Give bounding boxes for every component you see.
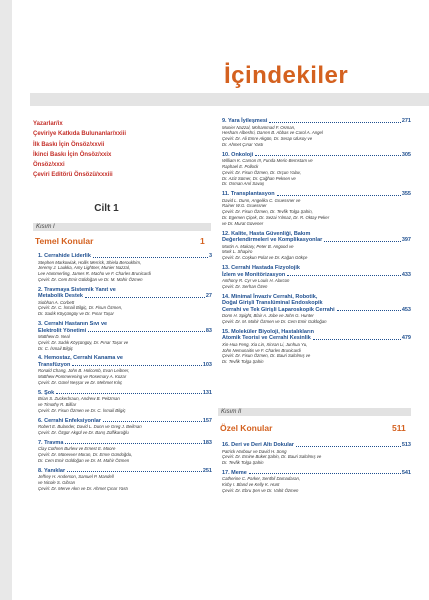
chapter-authors-line: Stephen Markowiak, Hollis Merrick, Shiela Beroukhim,: [38, 259, 142, 265]
chapter-title-line: 6. Cerrahi Enfeksiyonlar: [38, 417, 101, 424]
toc-entry: [222, 118, 411, 148]
chapter-title-line: 5. Şok: [38, 389, 55, 396]
chapter-title-line: 15. Moleküler Biyoloji, Hastalıkların: [222, 328, 315, 335]
chapter-authors-line: Dr. Sadık Köyçüngüy ve Dr. Pınar Taşar: [38, 311, 114, 317]
chapter-authors-line: Donn H. Spight, Blair A. Jobe ve John G. Hunter: [222, 313, 314, 319]
toc-entry: [222, 152, 411, 187]
chapter-authors-line: Anthony R. Cyr ve Louis H. Alarcon: [222, 278, 290, 284]
chapter-authors-line: Çeviri: Dr. C. İsmail Bilgiç, Dr. Fisun Özmen,: [38, 305, 123, 311]
chapter-authors-line: Patrick Harbour ve David H. Song: [222, 448, 287, 454]
title-underline-band: [30, 93, 429, 106]
chapter-authors-line: Çeviri: Dr. Cem Emir Güldoğan ve Dr. M. Mahir Özmen: [38, 276, 143, 282]
chapter-page-number: 305: [401, 151, 411, 158]
dot-leader: [255, 155, 401, 156]
chapter-title-line: Doğal Girişli Translüminal Endoskopik: [222, 300, 323, 307]
chapter-title-line: 8. Yanıklar: [38, 467, 66, 474]
chapter-authors-line: Çeviri: Dr. Merve Akın ve Dr. Ahmet Çınar Yastı: [38, 485, 128, 491]
chapter-title-line: 16. Deri ve Deri Altı Dokular: [222, 442, 294, 448]
front-matter-list: [33, 119, 126, 181]
dot-leader: [269, 122, 400, 123]
dot-leader: [67, 471, 202, 472]
chapter-title-line: 7. Travma: [38, 439, 64, 446]
dot-leader: [65, 443, 201, 444]
chapter-authors-line: Catherine C. Parker, Senthil Damadaran,: [222, 476, 301, 482]
chapter-authors-line: ve Dr. Murat Güvener: [222, 220, 264, 226]
chapter-page-number: 157: [202, 417, 212, 424]
chapter-authors-line: Çeviri: Dr. Fisun Özmen, Dr. Orçun Yalav,: [222, 169, 301, 175]
front-matter-item[interactable]: Önsöz/xxxi: [33, 162, 65, 169]
chapter-authors-line: Çeviri: Dr. Ebru Şen ve Dr. Vahit Özmen: [222, 487, 299, 493]
chapter-title-line: 13. Cerrahi Hastada Fizyolojik: [222, 265, 300, 272]
dot-leader: [287, 275, 401, 276]
chapter-authors-line: Brian S. Zuckerbraun, Andrew B. Peitzman: [38, 396, 120, 402]
chapter-title-line: İzlem ve Monitörizasyon: [222, 271, 286, 278]
chapter-heading-link[interactable]: [222, 294, 411, 314]
chapter-page-number: 27: [205, 293, 212, 300]
chapter-authors-line: Martin A. Makary, Peter B. Angood ve: [222, 243, 294, 249]
page-title: İçindekiler: [224, 62, 349, 89]
dot-leader: [249, 473, 401, 474]
chapter-title-line: 17. Meme: [222, 469, 247, 476]
chapter-page-number: 541: [401, 469, 411, 476]
chapter-page-number: 453: [401, 306, 411, 313]
volume-heading: Cilt 1: [94, 203, 119, 214]
chapter-title-line: 12. Kalite, Hasta Güvenliği, Bakım: [222, 230, 311, 237]
chapter-title-line: 4. Hemostaz, Cerrahi Kanama ve: [38, 355, 123, 362]
chapter-page-number: 479: [401, 335, 411, 342]
chapter-authors-line: Mark L. Shapiro: [222, 249, 253, 255]
chapter-authors-line: Lee Hammerling, James R. Macho ve F. Charles Brunicardi: [38, 271, 151, 277]
chapter-page-number: 83: [205, 327, 212, 334]
chapter-authors-line: ve Timothy R. Billiar: [38, 402, 77, 408]
chapter-authors-line: Dr. Aziz Sümer, Dr. Çağhan Peksen ve: [222, 175, 296, 181]
chapter-authors-line: Raphael E. Pollock: [222, 163, 259, 169]
chapter-authors-line: ve Nicole S. Gibran: [38, 480, 76, 486]
chapter-title-line: 10. Onkoloji: [222, 151, 254, 158]
chapter-authors-line: Matthew Pommerening ve Rosemary A. Kozar: [38, 374, 127, 380]
part2-band: [218, 408, 411, 416]
chapter-authors-line: Dr. Egemen Çiçek, Dr. Sezai Yılmaz, Dr. R. Oktay Peker: [222, 215, 330, 221]
front-matter-item[interactable]: Çeviri Editörü Önsözü/xxxiii: [33, 172, 113, 179]
chapter-title-line: Metabolik Destek: [38, 293, 83, 300]
chapter-authors-line: John Nemunaitis ve F. Charles Brunicardi: [222, 347, 301, 353]
part1-band: [33, 223, 211, 231]
chapter-authors-line: Dr. Osman Anıl Savaş: [222, 181, 265, 187]
chapter-authors-line: Çeviri: Dr. Serhan Özen: [222, 283, 268, 289]
chapter-authors-line: Kirby I. Bland ve Kelly K. Hunt: [222, 482, 280, 488]
dot-leader: [337, 310, 401, 311]
chapter-authors-line: Çeviri: Dr. Fisun Özmen, Dr. Bauri Saltılmış ve: [222, 353, 311, 359]
chapter-authors-line: Çeviri: Dr. Fisun Özmen, Dr. Tevfik Tolga Şahin,: [222, 209, 313, 215]
toc-entry: [38, 253, 212, 283]
part1-label: Kısım I: [36, 224, 55, 230]
chapter-authors-line: Çeviri: Dr. Coşkun Polat ve Dr. Kağan Gökçe: [222, 255, 308, 261]
chapter-title-line: Cerrahi ve Tek Girişli Laparoskopik Cerrahi: [222, 306, 335, 313]
dot-leader: [85, 297, 205, 298]
dot-leader: [88, 331, 205, 332]
toc-entry: [222, 470, 411, 494]
part2-page: 511: [392, 423, 406, 433]
chapter-page-number: 3: [208, 253, 212, 259]
dot-leader: [72, 365, 201, 366]
chapter-title-line: Değerlendirmeleri ve Komplikasyonlar: [222, 237, 323, 244]
part1-page: 1: [200, 236, 205, 246]
part1-title: Temel Konular: [35, 236, 94, 246]
dot-leader: [93, 257, 208, 258]
chapter-heading-link[interactable]: [38, 355, 212, 368]
chapter-authors-line: Ronald Chang, John B. Holcomb, Evan Leibner,: [38, 368, 130, 374]
chapter-title-line: 14. Minimal İnvaziv Cerrahi, Robotik,: [222, 293, 318, 300]
chapter-title-line: Transfüzyon: [38, 361, 71, 368]
front-matter-item[interactable]: Yazarlar/ix: [33, 121, 63, 127]
toc-entry: [38, 440, 212, 464]
chapter-title-line: Atomik Teorisi ve Cerrahi Kesinlik: [222, 335, 311, 342]
left-chapter-list: [38, 253, 212, 496]
front-matter-item[interactable]: Çeviriye Katkıda Bulunanlar/xxiii: [33, 131, 127, 138]
chapter-authors-line: Çeviri: Dr. Fisun Özmen ve Dr. C. İsmail Bilgiç: [38, 407, 126, 413]
chapter-page-number: 397: [401, 237, 411, 244]
chapter-authors-line: Xin-Hua Feng, Xia Lin, Xinran Li, Junhua Yu,: [222, 341, 308, 347]
toc-entry: [222, 329, 411, 365]
chapter-heading-link[interactable]: [222, 329, 411, 342]
toc-entry: [38, 468, 212, 492]
toc-entry: [222, 231, 411, 261]
toc-entry: [222, 294, 411, 325]
chapter-page-number: 355: [401, 191, 411, 198]
chapter-authors-line: Çeviri: Dr. Münevver Moran, Dr. Emre Gündoğdu,: [38, 452, 133, 458]
chapter-authors-line: Robert E. Bulander, David L. Dunn ve Greg J. Beilman: [38, 424, 142, 430]
chapter-page-number: 251: [202, 467, 212, 474]
chapter-authors-line: Çeviri: Dr. Sadık Köyçüngüy, Dr. Pınar Taşar ve: [38, 339, 129, 345]
chapter-authors-line: Dr. C. İsmail Bilgiç: [38, 345, 73, 351]
chapter-authors-line: Dr. Cem Emir Güldoğan ve Dr. M. Mahir Özmen: [38, 457, 130, 463]
page-edge-bar: [0, 0, 12, 600]
chapter-authors-line: Siobhan A. Corbett: [38, 299, 75, 305]
dot-leader: [103, 421, 202, 422]
front-matter-item[interactable]: İlk Baskı İçin Önsöz/xxvii: [33, 141, 105, 148]
chapter-title-line: 2. Travmaya Sistemik Yanıt ve: [38, 286, 116, 293]
chapter-heading-link[interactable]: [38, 321, 212, 334]
chapter-authors-line: Matthew D. Neal: [38, 334, 70, 340]
chapter-authors-line: William K. Carson III, Funda Meric-Bernstam ve: [222, 158, 313, 164]
chapter-page-number: 183: [202, 439, 212, 446]
right-chapter-list: [222, 118, 411, 369]
chapter-authors-line: Jeremy J. Laukka, Amy Lightner, Munier Nazzal,: [38, 265, 131, 271]
chapter-authors-line: Dr. Tevfik Tolga Şahin: [222, 359, 264, 365]
chapter-authors-line: Clay Cothren Burlew ve Ernest E. Moore: [38, 446, 116, 452]
chapter-authors-line: Rainer W.G. Gruessner: [222, 203, 267, 209]
dot-leader: [296, 446, 401, 447]
chapter-authors-line: Dr. Tevfik Tolga Şahin: [222, 460, 264, 466]
chapter-title-line: 11. Transplantasyon: [222, 191, 275, 198]
chapter-authors-line: Çeviri: Dr. M. Mahir Özmen ve Dr. Cem Emir Güldoğan: [222, 318, 327, 324]
dot-leader: [56, 393, 202, 394]
chapter-authors-line: Dr. Ahmet Çınar Yastı: [222, 141, 264, 147]
chapter-authors-line: Munier Nazzal, Mohammad F. Osman,: [222, 124, 296, 130]
chapter-title-line: Elektrolit Yönetimi: [38, 327, 87, 334]
chapter-authors-line: Çeviri: Dr. Özgür Akgül ve Dr. Barış Zülfikaroğlu: [38, 430, 129, 436]
chapter-title-line: 3. Cerrahi Hastanın Sıvı ve: [38, 321, 108, 328]
dot-leader: [277, 195, 401, 196]
part2-label: Kısım II: [221, 409, 242, 415]
chapter-authors-line: Çeviri: Dr. Gürel Neşşar ve Dr. Mehmet Kılıç: [38, 380, 123, 386]
chapter-title-line: 1. Cerrahide Liderlik: [38, 253, 91, 259]
chapter-page-number: 103: [202, 361, 212, 368]
toc-entry: [38, 418, 212, 436]
chapter-page-number: 271: [401, 118, 411, 124]
chapter-authors-line: Çeviri: Dr. Emine Buket Şahin, Dr. Bauri Saltılmış ve: [222, 454, 322, 460]
toc-entry: [222, 442, 411, 466]
chapter-page-number: 131: [202, 389, 212, 396]
chapter-heading-link[interactable]: [38, 287, 212, 300]
dot-leader: [324, 241, 401, 242]
toc-entry: [222, 265, 411, 290]
chapter-authors-line: Çeviri: Dr. Ali Emre Akgün, Dr. Serap Ulusoy ve: [222, 136, 313, 142]
chapter-authors-line: Jeffrey H. Anderson, Samuel P. Mandell: [38, 474, 114, 480]
chapter-page-number: 433: [401, 271, 411, 278]
chapter-title-line: 9. Yara İyileşmesi: [222, 118, 268, 124]
toc-entry: [38, 287, 212, 317]
part2-chapter-list: [222, 442, 411, 498]
part2-title: Özel Konular: [220, 423, 273, 433]
chapter-heading-link[interactable]: [222, 265, 411, 278]
toc-entry: [38, 390, 212, 414]
toc-entry: [222, 191, 411, 226]
chapter-page-number: 513: [401, 442, 411, 448]
chapter-authors-line: David L. Dunn, Angelika C. Gruessner ve: [222, 197, 301, 203]
dot-leader: [313, 339, 401, 340]
front-matter-item[interactable]: İkinci Baskı İçin Önsöz/xxix: [33, 151, 112, 158]
chapter-heading-link[interactable]: [222, 231, 411, 244]
chapter-authors-line: Hesham Albeshri, Darren B. Abbas ve Carol A. Angel: [222, 130, 323, 136]
toc-entry: [38, 321, 212, 351]
toc-entry: [38, 355, 212, 385]
